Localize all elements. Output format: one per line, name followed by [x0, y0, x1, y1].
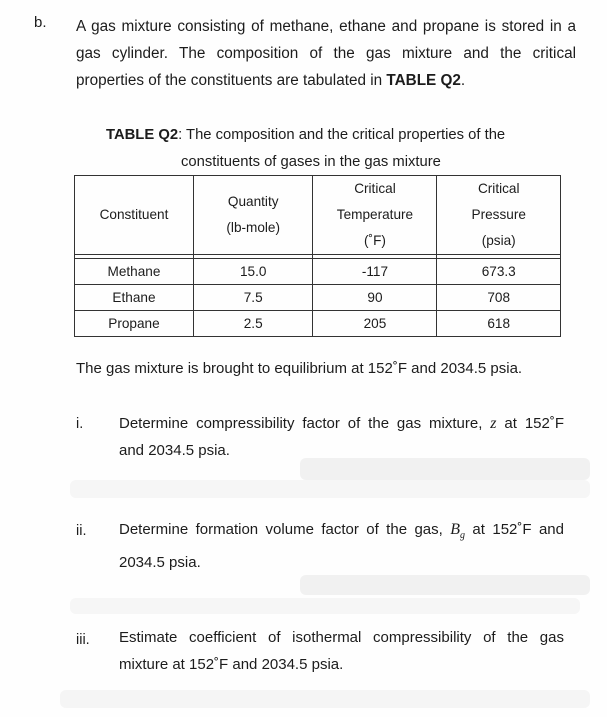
cell-quantity: 2.5: [193, 311, 313, 337]
variable-bg: $B_g$: [450, 521, 466, 542]
question-text: [119, 410, 564, 464]
question-text: [119, 624, 564, 678]
section-label: b.: [34, 14, 47, 31]
scan-smear: [70, 480, 590, 498]
cell-temperature: -117: [313, 259, 437, 285]
cell-temperature: 90: [313, 285, 437, 311]
intro-line: A gas mixture consisting of methane, ethane and propane is stored in a: [76, 18, 576, 35]
table-reference: TABLE Q2: [386, 72, 461, 89]
question-line: Determine compressibility factor of the gas mixture, z at 152˚F: [119, 415, 564, 432]
question-number: i.: [76, 416, 84, 432]
question-line: Determine formation volume factor of the gas, $B_g$ at 152˚F and: [119, 521, 564, 542]
scan-smear: [70, 598, 580, 614]
cell-quantity: 7.5: [193, 285, 313, 311]
intro-line: gas cylinder. The composition of the gas mixture and the critical: [76, 45, 576, 62]
question-number: ii.: [76, 523, 87, 539]
table-row: [75, 285, 561, 311]
header-quantity: Quantity (lb-mole): [193, 176, 313, 255]
intro-paragraph: [76, 13, 576, 94]
cell-quantity: 15.0: [193, 259, 313, 285]
question-number: iii.: [76, 632, 90, 648]
intro-text: properties of the constituents are tabulated in: [76, 72, 387, 89]
caption-text: : The composition and the critical properties of the: [178, 127, 506, 143]
table-caption: [106, 122, 546, 176]
header-critical-temperature: Critical Temperature (˚F): [313, 176, 437, 255]
question-line: and 2034.5 psia.: [119, 442, 230, 459]
question-line: Estimate coefficient of isothermal compressibility of the gas: [119, 629, 564, 646]
header-constituent: Constituent: [75, 176, 194, 255]
caption-label: TABLE Q2: [106, 127, 179, 143]
cell-constituent: Propane: [75, 311, 194, 337]
cell-temperature: 205: [313, 311, 437, 337]
scan-smear: [300, 575, 590, 595]
intro-punct: .: [460, 72, 466, 89]
variable-z: z: [490, 415, 497, 432]
table-row: [75, 311, 561, 337]
cell-constituent: Ethane: [75, 285, 194, 311]
cell-pressure: 708: [437, 285, 561, 311]
header-critical-pressure: Critical Pressure (psia): [437, 176, 561, 255]
table-header-row: [75, 176, 561, 255]
scan-smear: [60, 690, 590, 708]
composition-table: [74, 175, 561, 337]
question-line: mixture at 152˚F and 2034.5 psia.: [119, 656, 344, 673]
question-text: [119, 516, 564, 576]
cell-constituent: Methane: [75, 259, 194, 285]
cell-pressure: 673.3: [437, 259, 561, 285]
cell-pressure: 618: [437, 311, 561, 337]
table-row: [75, 259, 561, 285]
intro-line: [76, 67, 576, 94]
question-line: 2034.5 psia.: [119, 554, 201, 572]
equilibrium-statement: The gas mixture is brought to equilibrium at 152˚F and 2034.5 psia.: [76, 360, 523, 377]
caption-text: constituents of gases in the gas mixture: [181, 154, 441, 170]
